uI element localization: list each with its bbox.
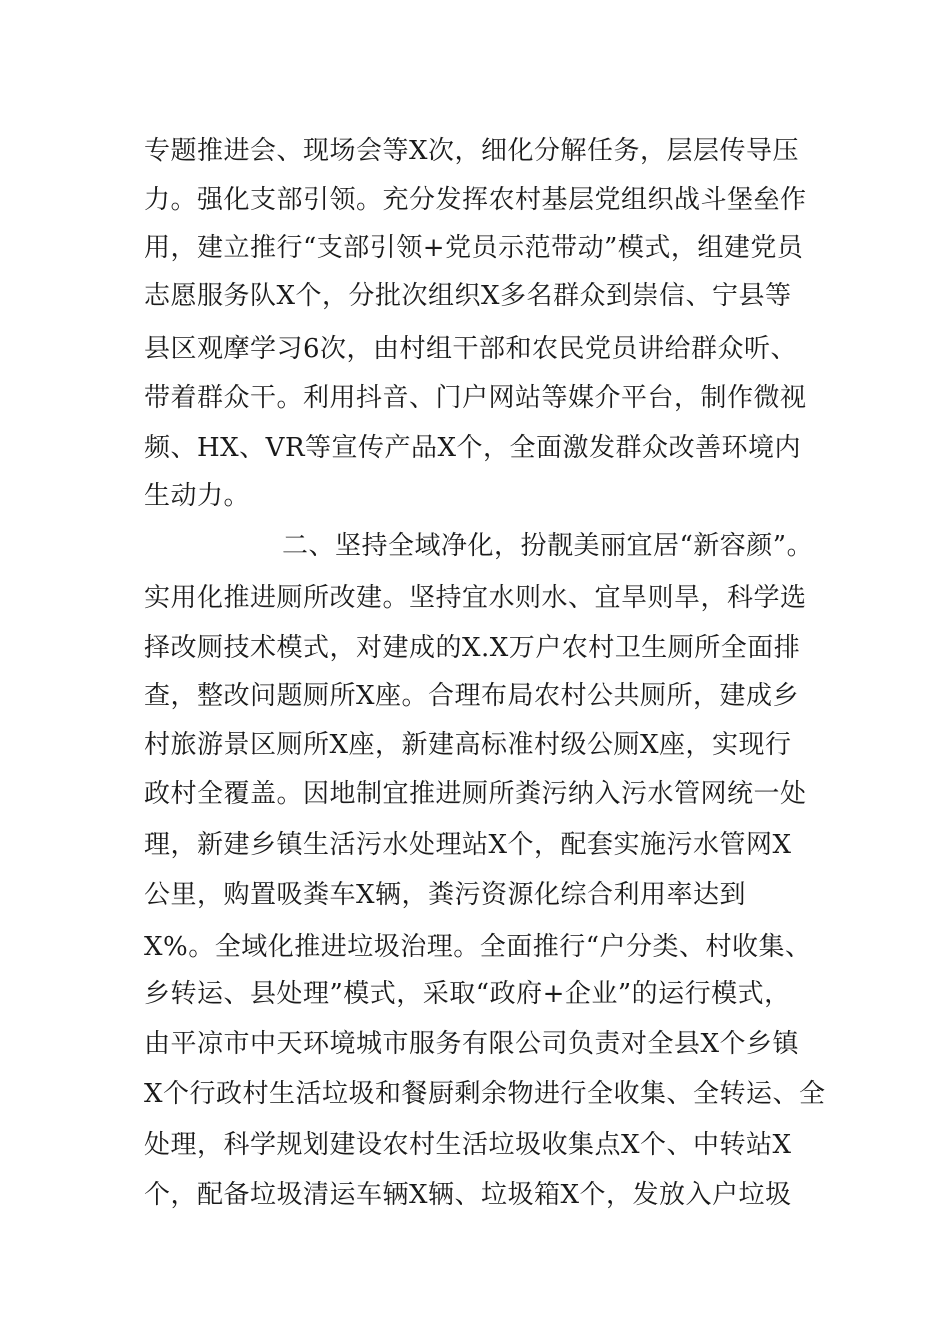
- text-line: 由平凉市中天环境城市服务有限公司负责对全县X个乡镇: [144, 1029, 800, 1059]
- text-line: 查，整改问题厕所X座。合理布局农村公共厕所，建成乡: [144, 681, 800, 711]
- text-line: 志愿服务队X个，分批次组织X多名群众到崇信、宁县等: [144, 281, 792, 311]
- text-line: 乡转运、县处理”模式，采取“政府+企业”的运行模式，: [144, 979, 791, 1009]
- text-line: 带着群众干。利用抖音、门户网站等媒介平台，制作微视: [144, 383, 807, 413]
- text-line: X个行政村生活垃圾和餐厨剩余物进行全收集、全转运、全: [144, 1079, 826, 1109]
- text-line: 频、HX、VR等宣传产品X个，全面激发群众改善环境内: [144, 433, 802, 463]
- text-line: 生动力。: [144, 481, 251, 511]
- text-line: 政村全覆盖。因地制宜推进厕所粪污纳入污水管网统一处: [144, 779, 807, 809]
- text-line: 用，建立推行“支部引领+党员示范带动”模式，组建党员: [144, 233, 804, 263]
- text-line: 实用化推进厕所改建。坚持宜水则水、宜旱则旱，科学选: [144, 583, 807, 613]
- text-line: 个，配备垃圾清运车辆X辆、垃圾箱X个，发放入户垃圾: [144, 1180, 792, 1210]
- text-line: 专题推进会、现场会等X次，细化分解任务，层层传导压: [144, 136, 800, 166]
- text-line: 择改厕技术模式，对建成的X.X万户农村卫生厕所全面排: [144, 633, 801, 663]
- text-line: 力。强化支部引领。充分发挥农村基层党组织战斗堡垒作: [144, 185, 807, 215]
- text-line: 处理，科学规划建设农村生活垃圾收集点X个、中转站X: [144, 1130, 792, 1160]
- text-line: 县区观摩学习6次，由村组干部和农民党员讲给群众听、: [144, 334, 798, 364]
- text-line: 公里，购置吸粪车X辆，粪污资源化综合利用率达到: [144, 880, 747, 910]
- section-heading: 二、坚持全域净化，扮靓美丽宜居“新容颜”。: [282, 531, 814, 561]
- text-line: X%。全域化推进垃圾治理。全面推行“户分类、村收集、: [144, 932, 812, 962]
- text-line: 理，新建乡镇生活污水处理站X个，配套实施污水管网X: [144, 830, 792, 860]
- text-line: 村旅游景区厕所X座，新建高标准村级公厕X座，实现行: [144, 730, 792, 760]
